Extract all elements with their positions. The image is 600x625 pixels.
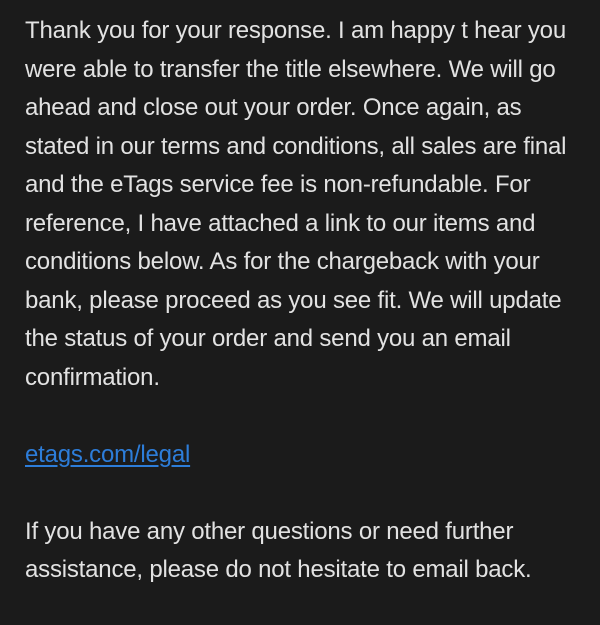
paragraph-closing-order — [25, 12, 596, 397]
text-line: were able to transfer the title elsewhere. We will go — [25, 55, 556, 83]
text-line: bank, please proceed as you see fit. We will update — [25, 286, 562, 314]
text-line: Thank you for your response. I am happy t hear you — [25, 17, 566, 44]
text-line: and the eTags service fee is non-refundable. For — [25, 171, 531, 198]
paragraph-further-assistance — [25, 513, 596, 590]
text-line: assistance, please do not hesitate to email back. — [25, 556, 532, 583]
text-line: confirmation. — [25, 363, 160, 391]
text-line: conditions below. As for the chargeback with your — [25, 248, 540, 275]
paragraph-spacer — [25, 397, 596, 436]
paragraph-spacer — [25, 474, 596, 513]
text-line: the status of your order and send you an email — [25, 325, 511, 352]
text-line: If you have any other questions or need further — [25, 517, 514, 545]
text-line: ahead and close out your order. Once again, as — [25, 94, 522, 121]
text-line: reference, I have attached a link to our items and — [25, 209, 536, 237]
text-line: stated in our terms and conditions, all sales are final — [25, 132, 567, 160]
link-line — [25, 436, 596, 475]
etags-legal-link[interactable]: etags.com/legal — [25, 440, 191, 468]
